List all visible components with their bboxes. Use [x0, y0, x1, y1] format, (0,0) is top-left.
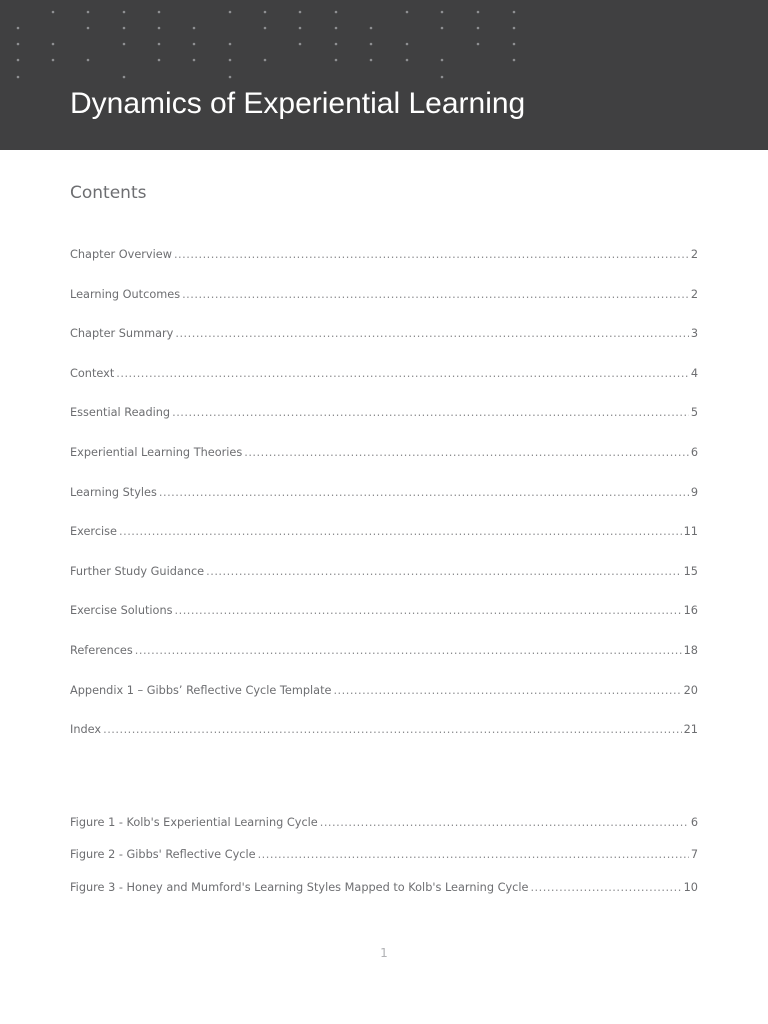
dot-leader: [175, 601, 682, 621]
banner-dot: [193, 59, 196, 62]
banner-dot: [477, 11, 480, 14]
banner-dot: [229, 11, 232, 14]
toc-entry-page: 4: [690, 366, 698, 380]
toc-entry-page: 16: [683, 604, 698, 618]
table-of-figures: [70, 813, 698, 910]
toc-entry-label: Chapter Overview: [70, 248, 172, 261]
banner-dot: [441, 11, 444, 14]
banner-dot: [123, 27, 126, 30]
banner-dot: [52, 59, 55, 62]
page-number: 1: [380, 946, 388, 960]
banner-dot: [477, 43, 480, 46]
toc-entry-label: References: [70, 643, 133, 657]
toc-entry[interactable]: [70, 562, 698, 582]
toc-entry[interactable]: [70, 364, 698, 384]
banner-dot: [264, 27, 267, 30]
banner-dot: [335, 27, 338, 30]
banner-dot: [17, 27, 20, 30]
toc-entry[interactable]: [70, 443, 698, 463]
banner-dot: [441, 76, 444, 79]
toc-entry-label: Figure 1 - Kolb's Experiential Learning Cycle: [70, 816, 318, 829]
banner-dot: [406, 59, 409, 62]
toc-entry-page: 21: [683, 723, 698, 737]
dot-leader: [174, 245, 689, 265]
toc-entry[interactable]: [70, 845, 698, 865]
toc-entry[interactable]: [70, 522, 698, 542]
dot-leader: [119, 522, 682, 542]
banner-dot: [513, 27, 516, 30]
dot-leader: [333, 681, 681, 701]
toc-entry-label: Index: [70, 723, 102, 737]
toc-entry-label: Essential Reading: [70, 406, 171, 420]
toc-entry[interactable]: [70, 681, 698, 701]
toc-entry-label: Experiential Learning Theories: [70, 445, 243, 459]
toc-entry-page: 10: [683, 880, 698, 894]
banner-dot: [123, 43, 126, 46]
toc-entry-label: Further Study Guidance: [70, 564, 205, 578]
banner-dot: [370, 43, 373, 46]
banner-dot: [299, 11, 302, 14]
dot-leader: [103, 720, 682, 740]
toc-entry-label: Context: [70, 366, 115, 380]
banner-dot: [229, 76, 232, 79]
dot-leader: [258, 845, 689, 865]
banner-dot: [513, 11, 516, 14]
dot-leader: [135, 641, 682, 661]
dot-leader: [182, 285, 689, 305]
dot-leader: [159, 483, 689, 503]
toc-entry[interactable]: [70, 813, 698, 833]
toc-entry-label: Learning Outcomes: [70, 287, 181, 301]
toc-entry-page: 5: [690, 406, 698, 420]
toc-entry[interactable]: [70, 720, 698, 740]
toc-entry[interactable]: [70, 641, 698, 661]
toc-entry-page: 6: [690, 816, 698, 829]
banner-dot: [441, 59, 444, 62]
document-title: Dynamics of Experiential Learning: [70, 87, 526, 120]
toc-entry-page: 20: [683, 683, 698, 697]
banner-dot: [513, 43, 516, 46]
banner-dot: [335, 11, 338, 14]
toc-entry[interactable]: [70, 285, 698, 305]
banner-dot: [477, 27, 480, 30]
toc-entry-page: 7: [690, 848, 698, 862]
banner-dot: [52, 43, 55, 46]
banner-dot: [264, 59, 267, 62]
banner-dot: [158, 59, 161, 62]
toc-entry-label: Appendix 1 – Gibbs’ Reflective Cycle Template: [70, 683, 332, 697]
banner-dot: [335, 43, 338, 46]
toc-entry-label: Chapter Summary: [70, 327, 174, 341]
dot-leader: [244, 443, 689, 463]
banner-dot: [87, 11, 90, 14]
toc-entry-label: Learning Styles: [70, 485, 157, 499]
toc-entry[interactable]: [70, 403, 698, 423]
banner-dot: [158, 43, 161, 46]
toc-entry-page: 9: [690, 485, 698, 499]
toc-entry[interactable]: [70, 245, 698, 265]
dot-leader: [116, 364, 689, 384]
banner-dot: [229, 43, 232, 46]
toc-entry[interactable]: [70, 324, 698, 344]
banner-dot: [370, 59, 373, 62]
toc-entry[interactable]: [70, 483, 698, 503]
toc-entry-page: 6: [690, 445, 698, 459]
dot-leader: [206, 562, 681, 582]
dot-leader: [530, 878, 681, 898]
banner-dot: [335, 59, 338, 62]
toc-entry-page: 3: [690, 327, 698, 341]
dot-leader: [172, 403, 689, 423]
banner-dot: [229, 59, 232, 62]
banner-dot: [299, 27, 302, 30]
toc-entry-label: Figure 3 - Honey and Mumford's Learning Styles Mapped to Kolb's Learning Cycle: [70, 880, 529, 894]
banner-dot: [158, 27, 161, 30]
toc-entry[interactable]: [70, 601, 698, 621]
banner-dot: [87, 27, 90, 30]
banner-dot: [513, 59, 516, 62]
contents-heading: Contents: [70, 183, 147, 203]
dot-leader: [320, 813, 689, 833]
banner-dot: [299, 43, 302, 46]
banner-dot: [52, 11, 55, 14]
banner-dot: [123, 76, 126, 79]
title-banner: [0, 0, 768, 150]
toc-entry-page: 2: [690, 248, 698, 261]
toc-entry-page: 18: [683, 643, 698, 657]
banner-dot: [441, 27, 444, 30]
toc-entry-label: Figure 2 - Gibbs' Reflective Cycle: [70, 848, 256, 862]
toc-entry-page: 15: [683, 564, 698, 578]
banner-dot: [193, 43, 196, 46]
banner-dot: [264, 11, 267, 14]
toc-entry-label: Exercise: [70, 525, 118, 539]
decorative-dot-pattern: [0, 0, 768, 150]
banner-dot: [87, 59, 90, 62]
banner-dot: [406, 11, 409, 14]
banner-dot: [17, 59, 20, 62]
banner-dot: [406, 43, 409, 46]
toc-entry-label: Exercise Solutions: [70, 604, 173, 618]
toc-entry-page: 2: [690, 287, 698, 301]
table-of-contents: [70, 245, 698, 760]
banner-dot: [370, 27, 373, 30]
banner-dot: [17, 43, 20, 46]
dot-leader: [175, 324, 688, 344]
banner-dot: [193, 27, 196, 30]
toc-entry[interactable]: [70, 878, 698, 898]
banner-dot: [123, 11, 126, 14]
banner-dot: [17, 76, 20, 79]
banner-dot: [158, 11, 161, 14]
toc-entry-page: 11: [683, 525, 698, 539]
